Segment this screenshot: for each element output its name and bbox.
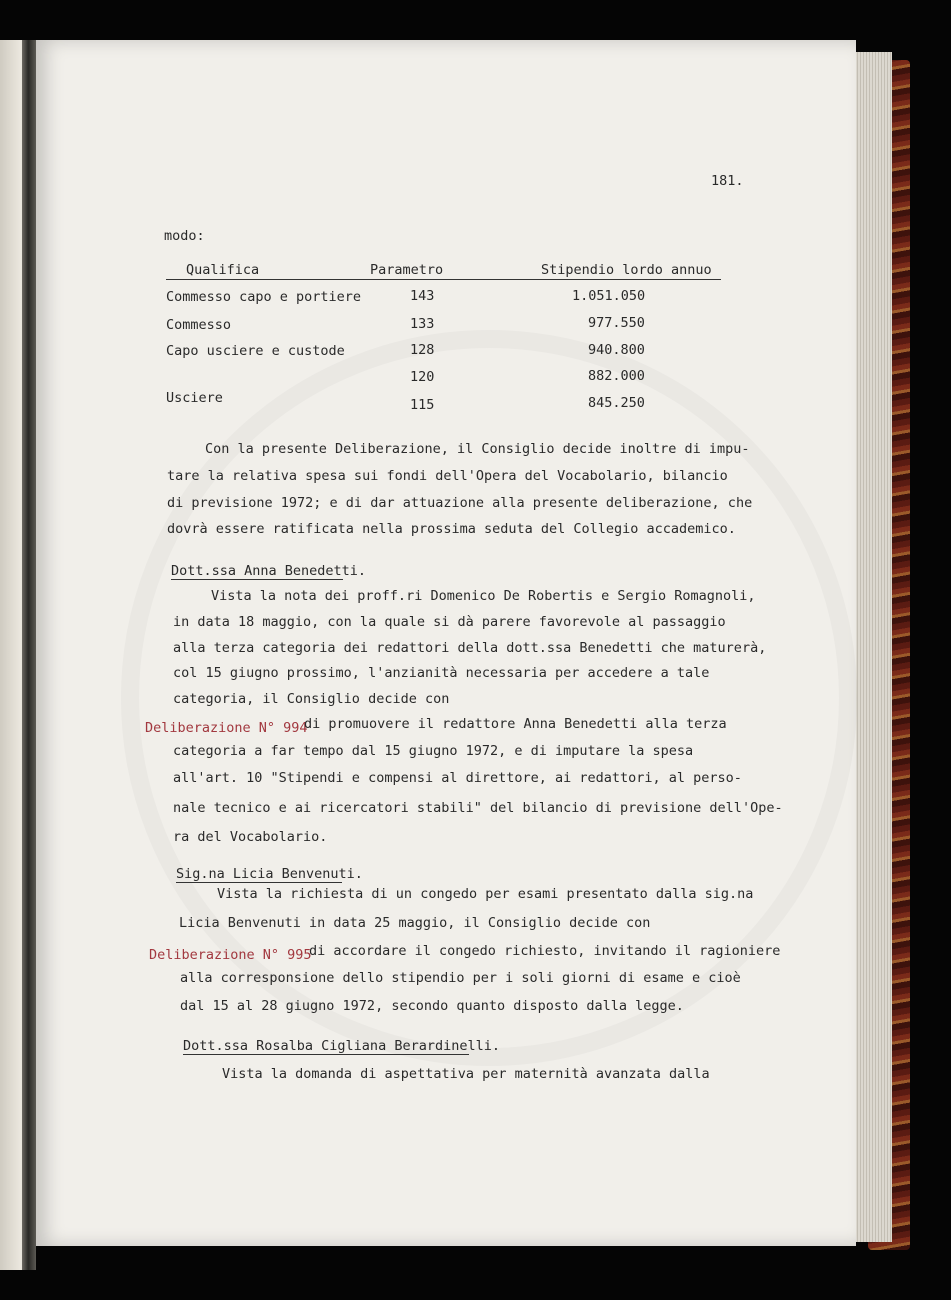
text-line: Vista la richiesta di un congedo per esami presentato dalla sig.na: [217, 886, 754, 902]
heading-underline: [171, 579, 343, 580]
text-line: Vista la nota dei proff.ri Domenico De Robertis e Sergio Romagnoli,: [211, 588, 756, 604]
text-line: in data 18 maggio, con la quale si dà parere favorevole al passaggio: [173, 614, 726, 630]
table-cell-stipendio: 977.550: [588, 315, 645, 331]
table-header-stipendio: Stipendio lordo annuo: [541, 262, 712, 278]
text-line: categoria, il Consiglio decide con: [173, 691, 450, 707]
text-line: Vista la domanda di aspettativa per maternità avanzata dalla: [222, 1066, 710, 1082]
table-cell-parametro: 128: [410, 342, 435, 358]
heading-underline: [183, 1054, 469, 1055]
table-cell-stipendio: 940.800: [588, 342, 645, 358]
book-gutter: [22, 40, 36, 1270]
text-line: ra del Vocabolario.: [173, 829, 328, 845]
text-line: alla corresponsione dello stipendio per i soli giorni di esame e cioè: [180, 970, 741, 986]
deliberation-number-label: Deliberazione N° 994: [145, 720, 308, 736]
section-heading: Dott.ssa Anna Benedetti.: [171, 563, 367, 579]
table-header-rule: [166, 279, 721, 280]
table-cell-stipendio: 1.051.050: [572, 288, 646, 304]
text-line: all'art. 10 "Stipendi e compensi al direttore, ai redattori, al perso-: [173, 770, 742, 786]
table-cell-stipendio: 882.000: [588, 368, 645, 384]
table-cell-qualifica: Capo usciere e custode: [166, 343, 345, 359]
text-line: Licia Benvenuti in data 25 maggio, il Consiglio decide con: [179, 915, 651, 931]
table-header-qualifica: Qualifica: [186, 262, 260, 278]
text-line: categoria a far tempo dal 15 giugno 1972, e di imputare la spesa: [173, 743, 694, 759]
heading-underline: [176, 882, 342, 883]
section-heading: Dott.ssa Rosalba Cigliana Berardinelli.: [183, 1038, 500, 1054]
table-cell-parametro: 115: [410, 397, 435, 413]
text-line: tare la relativa spesa sui fondi dell'Opera del Vocabolario, bilancio: [167, 468, 728, 484]
text-line: alla terza categoria dei redattori della dott.ssa Benedetti che maturerà,: [173, 640, 767, 656]
table-cell-parametro: 120: [410, 369, 435, 385]
text-line: Con la presente Deliberazione, il Consiglio decide inoltre di impu-: [205, 441, 750, 457]
table-cell-qualifica: Commesso: [166, 317, 232, 333]
table-cell-parametro: 133: [410, 316, 435, 332]
deliberation-number-label: Deliberazione N° 995: [149, 947, 312, 963]
table-cell-parametro: 143: [410, 288, 435, 304]
table-cell-qualifica: Commesso capo e portiere: [166, 289, 362, 305]
intro-text: modo:: [164, 228, 205, 244]
text-line: di accordare il congedo richiesto, invitando il ragioniere: [309, 943, 781, 959]
text-line: col 15 giugno prossimo, l'anzianità necessaria per accedere a tale: [173, 665, 710, 681]
text-line: dovrà essere ratificata nella prossima seduta del Collegio accademico.: [167, 521, 736, 537]
table-cell-stipendio: 845.250: [588, 395, 645, 411]
page-number: 181.: [711, 173, 744, 189]
section-heading: Sig.na Licia Benvenuti.: [176, 866, 363, 882]
text-line: dal 15 al 28 giugno 1972, secondo quanto disposto dalla legge.: [180, 998, 684, 1014]
table-cell-qualifica: Usciere: [166, 390, 223, 406]
table-header-parametro: Parametro: [370, 262, 444, 278]
text-line: di promuovere il redattore Anna Benedetti alla terza: [304, 716, 727, 732]
text-line: nale tecnico e ai ricercatori stabili" del bilancio di previsione dell'Ope-: [173, 800, 783, 816]
text-line: di previsione 1972; e di dar attuazione alla presente deliberazione, che: [167, 495, 753, 511]
